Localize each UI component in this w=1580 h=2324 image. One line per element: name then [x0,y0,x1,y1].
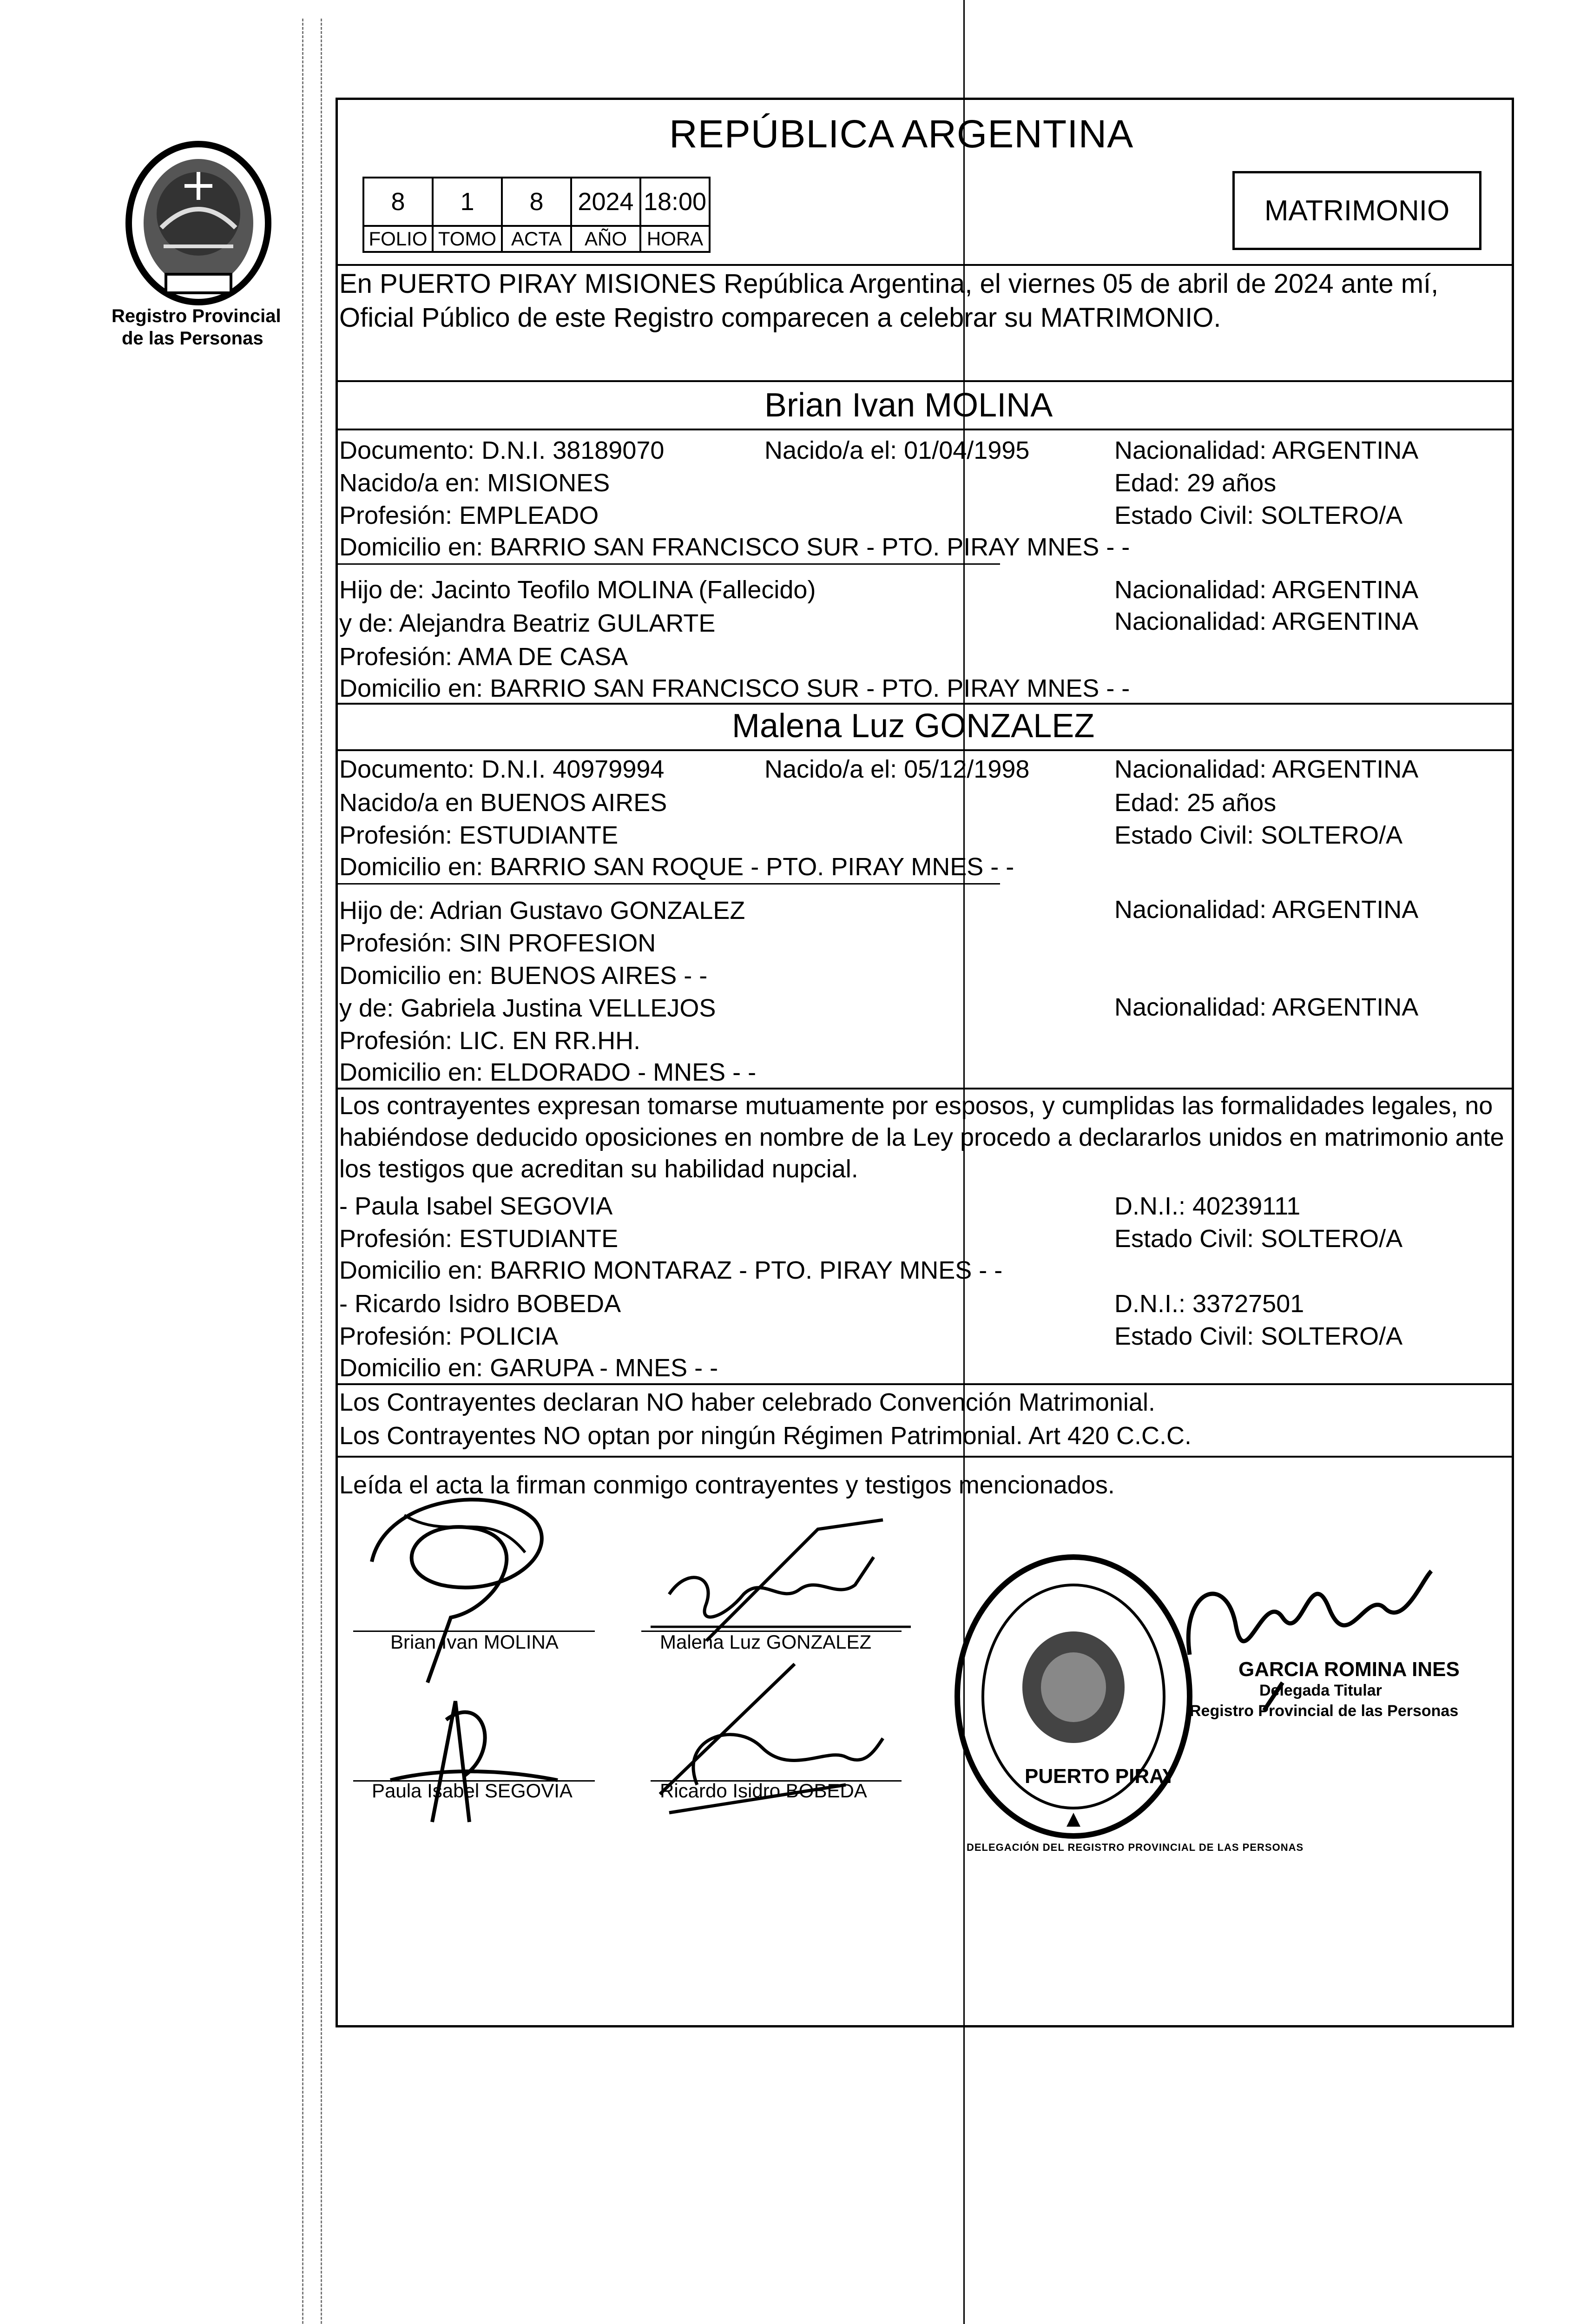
witness2-name: - Ricardo Isidro BOBEDA [339,1290,621,1318]
signature-witness2-name: Ricardo Isidro BOBEDA [660,1780,867,1802]
groom-age: Edad: 29 años [1114,469,1277,497]
officer-name: GARCIA ROMINA INES [1238,1658,1460,1681]
country-title: REPÚBLICA ARGENTINA [669,112,1134,156]
tomo-label: TOMO [433,226,502,252]
witness2-dni: D.N.I.: 33727501 [1114,1290,1304,1318]
groom-name: Brian Ivan MOLINA [764,387,1053,424]
province-logo [122,135,275,307]
folio-value: 8 [363,178,433,226]
bride-divider-top [336,703,1514,705]
bride-mother-profession: Profesión: LIC. EN RR.HH. [339,1027,641,1055]
header-divider [336,264,1514,266]
signature-groom [358,1478,590,1692]
groom-document: Documento: D.N.I. 38189070 [339,436,665,464]
bride-mother-address: Domicilio en: ELDORADO - MNES - - [339,1058,757,1086]
registry-table [362,177,711,253]
bride-born-in: Nacido/a en BUENOS AIRES [339,789,667,817]
bride-document: Documento: D.N.I. 40979994 [339,755,665,783]
witness1-dni: D.N.I.: 40239111 [1114,1192,1301,1220]
convention-line1: Los Contrayentes declaran NO haber celebrado Convención Matrimonial. [339,1388,1155,1416]
groom-divider-name [336,429,1514,430]
crease-line [963,0,965,2324]
closing-divider [336,1456,1514,1458]
registry-name-line1: Registro Provincial [112,306,281,326]
groom-mother-profession: Profesión: AMA DE CASA [339,643,628,671]
folio-label: FOLIO [363,226,433,252]
witness1-profession: Profesión: ESTUDIANTE [339,1225,619,1253]
bride-mother-nationality: Nacionalidad: ARGENTINA [1114,993,1419,1021]
signature-witness2 [641,1645,902,1831]
witness1-name: - Paula Isabel SEGOVIA [339,1192,613,1220]
anio-value: 2024 [571,178,640,226]
witness2-profession: Profesión: POLICIA [339,1322,559,1350]
groom-mother: y de: Alejandra Beatriz GULARTE [339,609,716,637]
groom-father: Hijo de: Jacinto Teofilo MOLINA (Fallecido) [339,576,816,604]
witness2-civil-status: Estado Civil: SOLTERO/A [1114,1322,1403,1350]
signature-witness1 [362,1664,586,1841]
closing-text: Leída el acta la firman conmigo contrayentes y testigos mencionados. [339,1471,1115,1499]
bride-profession: Profesión: ESTUDIANTE [339,821,619,849]
groom-born-date: Nacido/a el: 01/04/1995 [764,436,1030,464]
hora-label: HORA [640,226,710,252]
signature-bride-name: Malena Luz GONZALEZ [660,1631,872,1653]
witness1-civil-status: Estado Civil: SOLTERO/A [1114,1225,1403,1253]
bride-address: Domicilio en: BARRIO SAN ROQUE - PTO. PIRAY MNES - - [339,853,1014,881]
groom-mother-nationality: Nacionalidad: ARGENTINA [1114,607,1419,635]
margin-line-right [321,19,322,2324]
groom-divider-parents [336,563,1000,565]
groom-father-nationality: Nacionalidad: ARGENTINA [1114,576,1419,604]
tomo-value: 1 [433,178,502,226]
groom-address: Domicilio en: BARRIO SAN FRANCISCO SUR - PTO. PIRAY MNES - - [339,533,1130,561]
bride-mother: y de: Gabriela Justina VELLEJOS [339,994,716,1022]
bride-father-profession: Profesión: SIN PROFESION [339,929,656,957]
bride-divider-parents [336,883,1000,885]
bride-civil-status: Estado Civil: SOLTERO/A [1114,821,1403,849]
bride-divider-name [336,749,1514,751]
officer-org: Registro Provincial de las Personas [1190,1702,1459,1720]
declaration-line1: Los contrayentes expresan tomarse mutuamente por esposos, y cumplidas las formalidades legales, no [339,1092,1493,1120]
convention-line2: Los Contrayentes NO optan por ningún Régimen Patrimonial. Art 420 C.C.C. [339,1422,1192,1450]
registry-name-line2: de las Personas [122,328,263,349]
bride-name: Malena Luz GONZALEZ [732,707,1095,745]
convention-divider [336,1383,1514,1385]
anio-label: AÑO [571,226,640,252]
witness2-address: Domicilio en: GARUPA - MNES - - [339,1354,718,1382]
declaration-line2: habiéndose deducido oposiciones en nombre de la Ley procedo a declararlos unidos en matrimonio ante [339,1123,1504,1151]
acta-label: ACTA [502,226,571,252]
signature-groom-name: Brian Ivan MOLINA [390,1631,559,1653]
groom-parents-address: Domicilio en: BARRIO SAN FRANCISCO SUR - PTO. PIRAY MNES - - [339,674,1130,702]
groom-born-in: Nacido/a en: MISIONES [339,469,610,497]
act-type-box: MATRIMONIO [1232,171,1481,250]
margin-line-left [302,19,303,2324]
intro-line1: En PUERTO PIRAY MISIONES República Argentina, el viernes 05 de abril de 2024 ante mí, [339,269,1439,299]
bride-born-date: Nacido/a el: 05/12/1998 [764,755,1030,783]
seal-center-text: PUERTO PIRAY [1025,1765,1176,1788]
bride-nationality: Nacionalidad: ARGENTINA [1114,755,1419,783]
witness1-address: Domicilio en: BARRIO MONTARAZ - PTO. PIRAY MNES - - [339,1256,1003,1284]
groom-nationality: Nacionalidad: ARGENTINA [1114,436,1419,464]
bride-father-nationality: Nacionalidad: ARGENTINA [1114,896,1419,924]
officer-title: Delegada Titular [1259,1682,1382,1699]
bride-father-address: Domicilio en: BUENOS AIRES - - [339,962,708,990]
groom-profession: Profesión: EMPLEADO [339,502,599,529]
bride-age: Edad: 25 años [1114,789,1277,817]
bride-father: Hijo de: Adrian Gustavo GONZALEZ [339,897,745,924]
intro-line2: Oficial Público de este Registro comparecen a celebrar su MATRIMONIO. [339,303,1221,333]
registry-seal [948,1548,1199,1845]
groom-civil-status: Estado Civil: SOLTERO/A [1114,502,1403,529]
declaration-divider [336,1088,1514,1089]
seal-ring-text: DELEGACIÓN DEL REGISTRO PROVINCIAL DE LAS PERSONAS [967,1842,1304,1853]
acta-value: 8 [502,178,571,226]
hora-value: 18:00 [640,178,710,226]
declaration-line3: los testigos que acreditan su habilidad nupcial. [339,1155,858,1183]
signature-witness1-name: Paula Isabel SEGOVIA [372,1780,573,1802]
groom-divider-top [336,380,1514,382]
